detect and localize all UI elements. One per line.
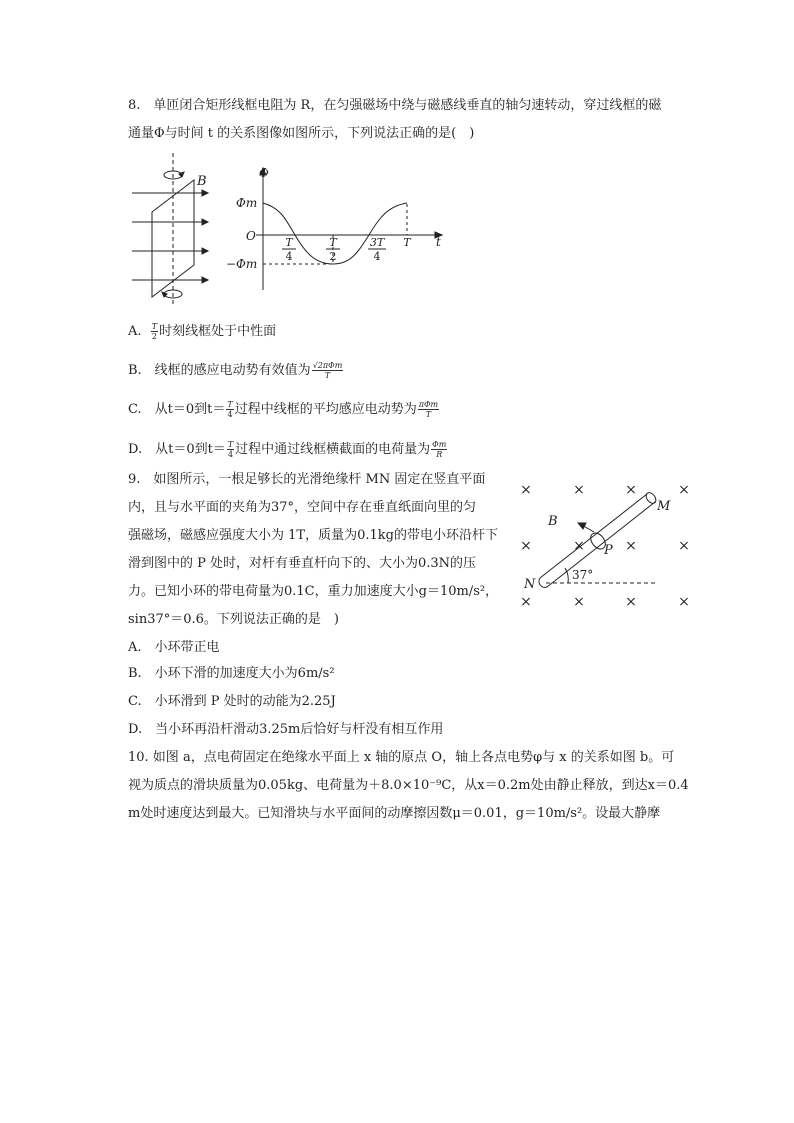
q8-tick-t4-den: 4 (285, 250, 293, 263)
frac-num: T (227, 400, 233, 409)
q9-stem-line5: 力。已知小环的带电荷量为0.1C，重力加速度大小g＝10m/s²， (128, 584, 499, 599)
field-cross: × (573, 538, 585, 554)
q8-phi-axis-label: Φ (259, 166, 269, 180)
q8-origin-label: O (246, 229, 256, 243)
q9-rod (539, 491, 658, 588)
q9-stem-line2: 内，且与水平面的夹角为37°，空间中存在垂直纸面向里的匀 (128, 500, 477, 515)
field-cross: × (520, 482, 532, 498)
frac-den: T (425, 410, 432, 419)
q9-label-b: B (548, 514, 558, 529)
field-cross: × (678, 594, 690, 610)
q8-option-c-text: C. 从t＝0到t＝ (128, 402, 226, 417)
q10-stem-line3: m处时速度达到最大。已知滑块与水平面间的动摩擦因数μ＝0.01，g＝10m/s²。设最大静摩 (128, 806, 661, 821)
frac-num: Φm (432, 440, 447, 449)
q8-option-a-text: 时刻线框处于中性面 (159, 324, 277, 339)
q9-label-n: N (524, 577, 536, 592)
q8-tick-t2-num: T (329, 236, 337, 249)
field-cross: × (625, 482, 637, 498)
q9-stem-line4: 滑到图中的 P 处时，对杆有垂直杆向下的、大小为0.3N的压 (128, 556, 477, 571)
field-cross: × (625, 538, 637, 554)
q8-option-a (128, 322, 698, 342)
field-cross: × (520, 538, 532, 554)
q8-option-c-frac (226, 400, 233, 419)
q9-label-m: M (657, 499, 671, 514)
q9-option-b: B. 小环下滑的加速度大小为6m/s² (128, 666, 335, 681)
frac-den: 2 (151, 332, 158, 341)
q8-tick-t4-num: T (285, 236, 293, 249)
q8-option-a-frac (151, 322, 158, 341)
q8-option-d-text: D. 从t＝0到t＝ (128, 442, 226, 457)
q8-option-b-text: B. 线框的感应电动势有效值为 (128, 363, 311, 378)
q9-label-p: P (604, 543, 613, 558)
q9-option-c: C. 小环滑到 P 处时的动能为2.25J (128, 694, 336, 709)
q8-tick-labels (282, 236, 412, 263)
field-cross: × (573, 482, 585, 498)
frac-den: R (436, 450, 443, 459)
q9-stem-line6: sin37°＝0.6。下列说法正确的是 ) (128, 612, 339, 627)
q8-tick-3t4-num: 3T (369, 236, 385, 249)
q9-angle-label: 37° (572, 568, 594, 582)
q9-option-d: D. 当小环再沿杆滑动3.25m后恰好与杆没有相互作用 (128, 722, 444, 737)
q8-option-d (128, 440, 698, 460)
frac-num: T (227, 440, 234, 449)
field-cross: × (678, 482, 690, 498)
frac-den: 4 (227, 410, 233, 419)
q8-t-axis-label: t (436, 235, 441, 249)
q8-stem-line2: 通量Φ与时间 t 的关系图像如图所示，下列说法正确的是( ) (128, 126, 475, 141)
q8-figure (126, 150, 456, 310)
q8-option-c (128, 400, 698, 420)
q8-b-label: B (197, 174, 207, 189)
q8-neg-phim-label: −Φm (226, 257, 258, 271)
frac-den: T (324, 371, 331, 380)
q8-tick-t: T (403, 236, 411, 249)
q8-option-a-prefix: A. (128, 324, 142, 339)
q8-option-d-frac (227, 440, 234, 459)
q9-stem-line1: 9. 如图所示，一根足够长的光滑绝缘杆 MN 固定在竖直平面 (128, 472, 486, 487)
field-cross: × (573, 594, 585, 610)
q8-stem-line1: 8. 单匝闭合矩形线框电阻为 R，在匀强磁场中绕与磁感线垂直的轴匀速转动，穿过线框的磁 (128, 98, 662, 113)
q9-stem-line3: 强磁场，磁感应强度大小为 1T，质量为0.1kg的带电小环沿杆下 (128, 528, 498, 543)
q8-tick-3t4-den: 4 (373, 250, 381, 263)
field-cross: × (678, 538, 690, 554)
q8-phi-graph (256, 168, 442, 290)
q8-option-c-frac2 (418, 400, 439, 419)
field-cross: × (520, 594, 532, 610)
q8-phim-label: Φm (236, 196, 258, 210)
field-cross: × (625, 594, 637, 610)
q9-figure (510, 475, 700, 615)
q8-option-b (128, 361, 698, 381)
q8-tick-t2-den: 2 (329, 250, 337, 263)
q8-option-d-text2: 过程中通过线框横截面的电荷量为 (235, 442, 431, 457)
q8-option-d-frac2 (431, 440, 447, 459)
frac-den: 4 (227, 450, 234, 459)
q10-stem-line2: 视为质点的滑块质量为0.05kg、电荷量为＋8.0×10⁻⁹C，从x＝0.2m处由静止释放，到达x＝0.4 (128, 778, 689, 793)
frac-num: T (151, 322, 158, 331)
q8-option-b-frac (312, 361, 344, 380)
q8-option-c-text2: 过程中线框的平均感应电动势为 (234, 402, 417, 417)
q9-option-a: A. 小环带正电 (128, 640, 220, 655)
frac-num: √2πΦm (312, 361, 343, 370)
frac-num: πΦm (418, 400, 439, 409)
q10-stem-line1: 10. 如图 a，点电荷固定在绝缘水平面上 x 轴的原点 O，轴上各点电势φ与 x 的关系如图 b。可 (128, 750, 675, 765)
